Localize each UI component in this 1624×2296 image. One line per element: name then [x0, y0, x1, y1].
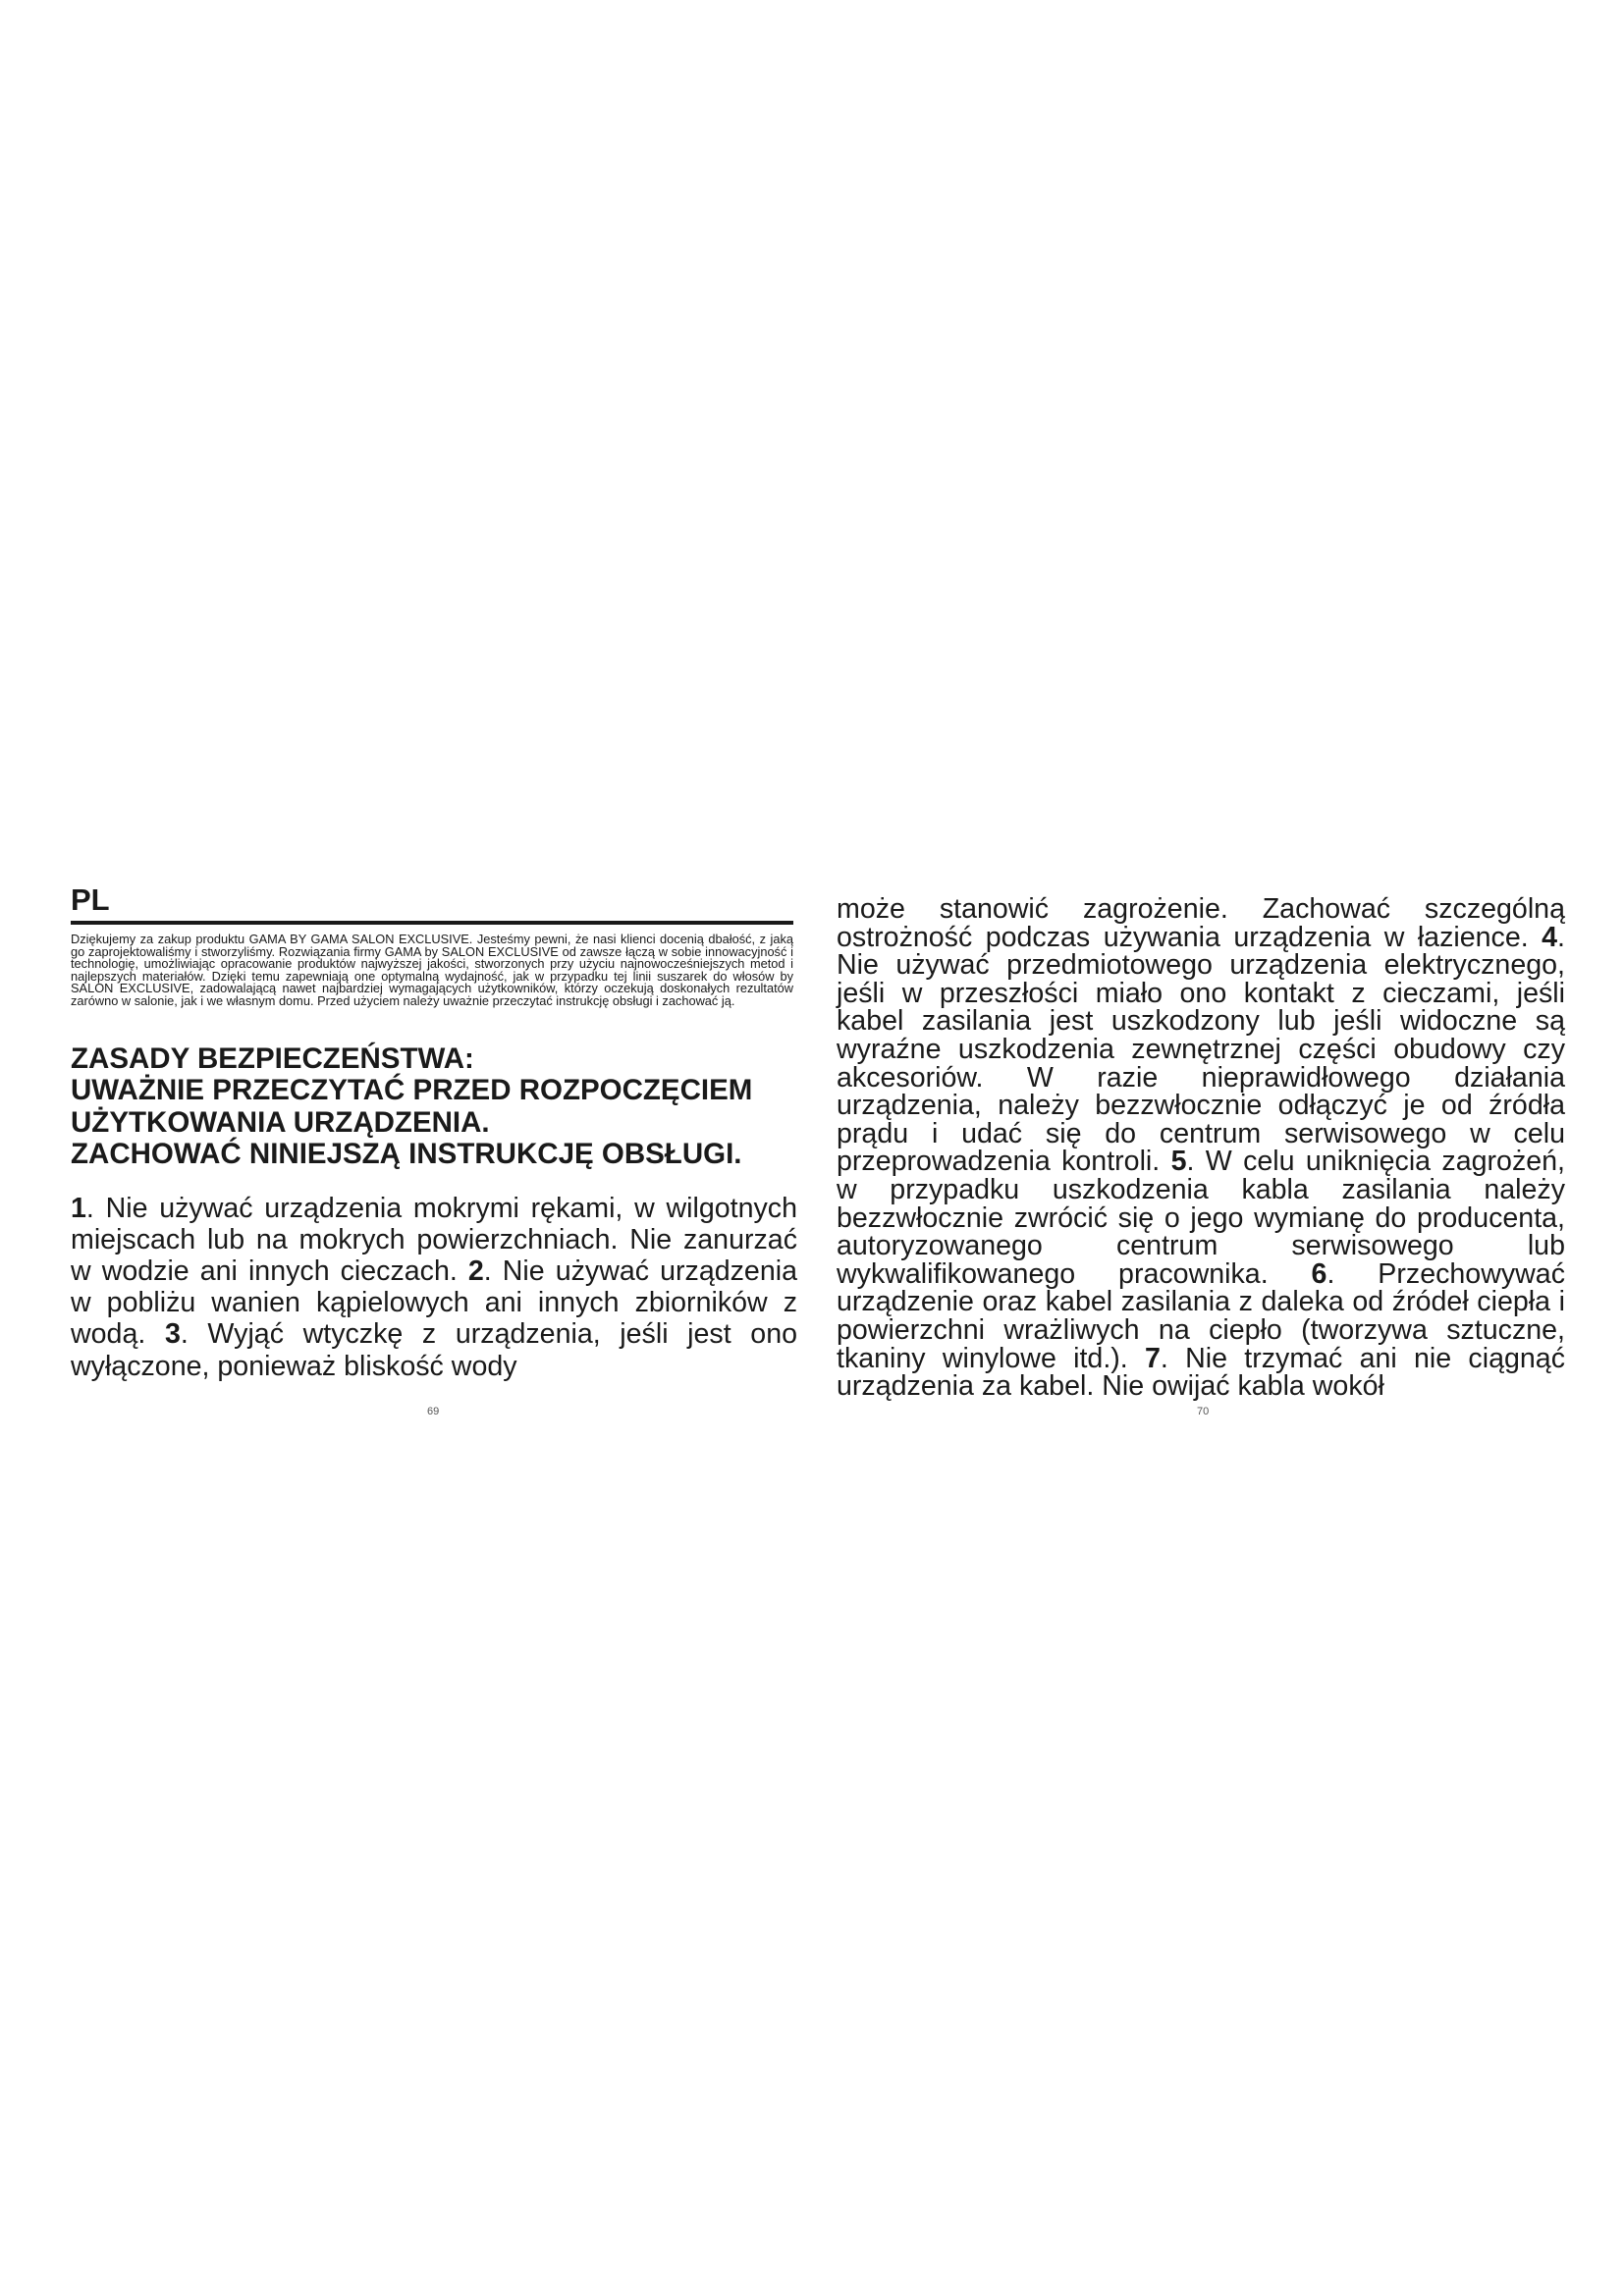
safety-instructions-text — [837, 895, 1565, 1401]
page-number: 69 — [427, 1406, 440, 1417]
instruction-text: . Nie trzymać ani nie ciągnąć urządzenia za kabel. Nie owijać kabla wokół — [837, 1342, 1565, 1403]
item-number: 7 — [1145, 1342, 1161, 1374]
instruction-text: może stanowić zagrożenie. Zachować szczególną ostrożność podczas używania urządzenia w łazience. — [837, 893, 1565, 953]
right-page — [837, 881, 1565, 1431]
left-page — [71, 881, 797, 1431]
instruction-text: . Wyjąć wtyczkę z urządzenia, jeśli jest ono wyłączone, ponieważ bliskość wody — [71, 1318, 797, 1382]
safety-heading-line: ZASADY BEZPIECZEŃSTWA: — [71, 1041, 474, 1075]
intro-paragraph: Dziękujemy za zakup produktu GAMA BY GAMA SALON EXCLUSIVE. Jesteśmy pewni, że nasi klienci docenią dbałość, z jaką go zaprojektowaliśmy i stworzyliśmy. Rozwiązania firmy GAMA by SALON EXCLUSIVE od zawsze łączą w sobie innowacyjność i technologię, umożliwiając opracowanie produktów najwyższej jakości, stworzonych przy użyciu najnowocześniejszych metod i najlepszych materiałów. Dzięki temu zapewniają one optymalną wydajność, jak w przypadku tej linii suszarek do włosów by SALON EXCLUSIVE, zadowalającą nawet najbardziej wymagających użytkowników, którzy oczekują doskonałych rezultatów zarówno w salonie, jak i we własnym domu. Przed użyciem należy uważnie przeczytać instrukcję obsługi i zachować ją. — [71, 932, 793, 1008]
safety-heading-line: UWAŻNIE PRZECZYTAĆ PRZED ROZPOCZĘCIEM — [71, 1074, 753, 1107]
item-number: 4 — [1542, 921, 1558, 953]
instruction-text: . Przechowywać urządzenie oraz kabel zasilania z daleka od źródeł ciepła i powierzchni wrażliwych na ciepło (tworzywa sztuczne, tkaniny winylowe itd.). — [837, 1257, 1565, 1374]
instruction-text: . Nie używać przedmiotowego urządzenia elektrycznego, jeśli w przeszłości miało ono kontakt z cieczami, jeśli kabel zasilania jest uszkodzony lub jeśli widoczne są wyraźne uszkodzenia zewnętrznej części obudowy czy akcesoriów. W razie nieprawidłowego działania urządzenia, należy bezzwłocznie odłączyć je od źródła prądu i udać się do centrum serwisowego w celu przeprowadzenia kontroli. — [837, 921, 1565, 1178]
language-code: PL — [71, 882, 110, 917]
item-number: 6 — [1311, 1257, 1327, 1290]
safety-heading — [71, 1043, 797, 1171]
item-number: 2 — [467, 1255, 484, 1287]
safety-heading-line: ZACHOWAĆ NINIEJSZĄ INSTRUKCJĘ OBSŁUGI. — [71, 1138, 742, 1171]
heading-rule — [71, 921, 793, 925]
instruction-text: . Nie używać urządzenia mokrymi rękami, w wilgotnych miejscach lub na mokrych powierzchniach. Nie zanurzać w wodzie ani innych cieczach. — [71, 1192, 797, 1287]
safety-instructions-text — [71, 1193, 797, 1382]
safety-heading-line: UŻYTKOWANIA URZĄDZENIA. — [71, 1105, 490, 1139]
page-number: 70 — [1197, 1406, 1210, 1417]
instruction-text: . Nie używać urządzenia w pobliżu wanien kąpielowych ani innych zbiorników z wodą. — [71, 1255, 797, 1351]
item-number: 5 — [1170, 1146, 1187, 1178]
item-number: 3 — [164, 1318, 181, 1351]
instruction-text: . W celu uniknięcia zagrożeń, w przypadku uszkodzenia kabla zasilania należy bezzwłocznie zwrócić się o jego wymianę do producenta, autoryzowanego centrum serwisowego lub wykwalifikowanego pracownika. — [837, 1146, 1565, 1290]
item-number: 1 — [71, 1192, 86, 1224]
